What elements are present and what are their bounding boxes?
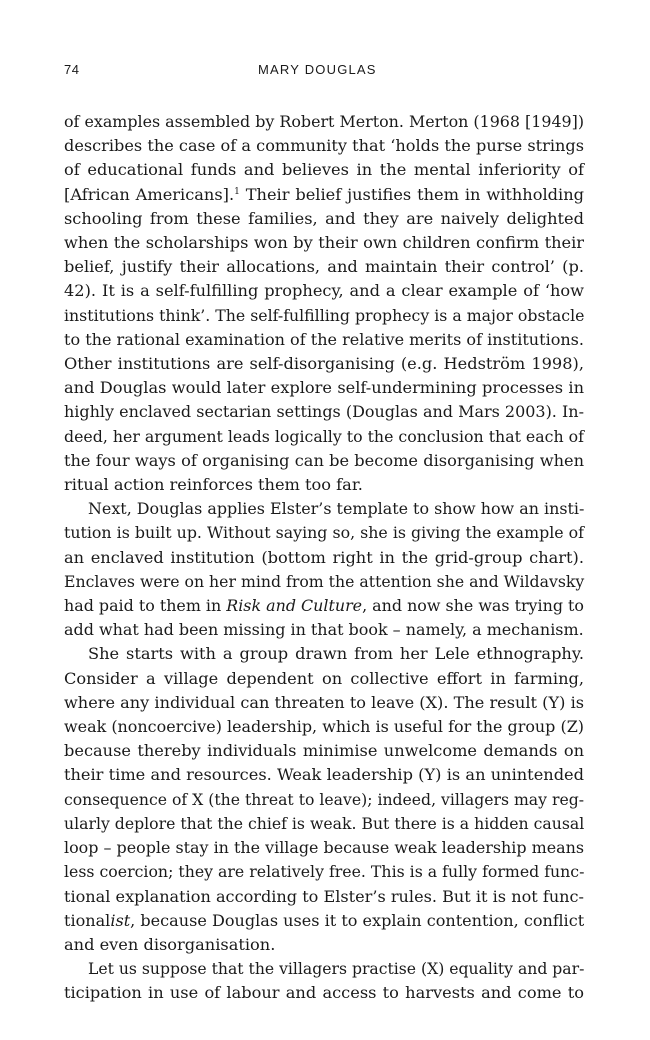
text-line: Next, Douglas applies Elster’s template to show how an insti-	[88, 499, 585, 519]
running-head	[64, 62, 584, 82]
text-line: ularly deplore that the chief is weak. But there is a hidden causal	[64, 813, 585, 833]
running-title: MARY DOUGLAS	[258, 62, 377, 77]
text-line-with-footnote	[64, 183, 584, 207]
text-line: ritual action reinforces them too far.	[64, 475, 363, 495]
text-line: because thereby individuals minimise unwelcome demands on	[64, 741, 584, 761]
text-segment: , and now she was trying to	[362, 596, 584, 616]
text-line: where any individual can threaten to leave (X). The result (Y) is	[64, 692, 584, 712]
text-line: highly enclaved sectarian settings (Douglas and Mars 2003). In-	[64, 402, 584, 422]
text-line: Let us suppose that the villagers practise (X) equality and par-	[88, 959, 585, 979]
text-segment: tional	[64, 910, 111, 930]
paragraph-1	[64, 110, 584, 497]
book-title: Risk and Culture	[226, 596, 363, 616]
text-line: when the scholarships won by their own children confirm their	[64, 233, 584, 253]
text-line: tional explanation according to Elster’s rules. But it is not func-	[64, 886, 584, 906]
text-line: consequence of X (the threat to leave); indeed, villagers may reg-	[64, 789, 584, 809]
text-segment: , because Douglas uses it to explain contention, conflict	[130, 910, 585, 930]
text-line-with-italic	[64, 594, 584, 618]
text-line: of examples assembled by Robert Merton. Merton (1968 [1949])	[64, 112, 585, 131]
text-line: Consider a village dependent on collective effort in farming,	[64, 668, 584, 688]
paragraph-4	[64, 957, 584, 1005]
text-line: belief, justify their allocations, and maintain their control’ (p.	[64, 257, 584, 277]
italic-suffix: ist	[110, 910, 131, 930]
text-line: add what had been missing in that book – namely, a mechanism.	[64, 620, 584, 640]
text-line: 42). It is a self-fulfilling prophecy, and a clear example of ‘how	[64, 281, 584, 301]
text-line: less coercion; they are relatively free. This is a fully formed func-	[64, 862, 585, 882]
text-line: Other institutions are self-disorganising (e.g. Hedström 1998),	[64, 354, 584, 374]
text-line: tution is built up. Without saying so, she is giving the example of	[64, 523, 584, 543]
text-line: the four ways of organising can be become disorganising when	[64, 450, 584, 470]
text-line: She starts with a group drawn from her Lele ethnography.	[88, 644, 584, 664]
text-line: loop – people stay in the village because weak leadership means	[64, 838, 584, 858]
text-segment: had paid to them in	[64, 596, 227, 616]
text-line: to the rational examination of the relative merits of institutions.	[64, 329, 584, 349]
text-line: institutions think’. The self-fulfilling prophecy is a major obstacle	[64, 305, 585, 325]
text-line: ticipation in use of labour and access to harvests and come to	[64, 983, 584, 1003]
paragraph-2	[64, 497, 584, 642]
text-line: describes the case of a community that ‘holds the purse strings	[64, 136, 584, 156]
text-line: deed, her argument leads logically to the conclusion that each of	[64, 426, 584, 446]
text-segment: [African Americans].	[64, 184, 235, 204]
footnote-marker[interactable]: 1	[234, 186, 240, 197]
text-line: their time and resources. Weak leadership (Y) is an unintended	[64, 765, 584, 785]
text-line: weak (noncoercive) leadership, which is useful for the group (Z)	[64, 717, 584, 737]
text-line: and Douglas would later explore self-undermining processes in	[64, 378, 584, 398]
text-segment: Their belief justifies them in withholding	[239, 184, 584, 204]
text-line: and even disorganisation.	[64, 934, 276, 954]
page-number: 74	[64, 62, 80, 77]
text-line: schooling from these families, and they are naively delighted	[64, 208, 584, 228]
text-line-with-italic	[64, 909, 584, 933]
body-text	[64, 110, 584, 1006]
paragraph-3	[64, 642, 584, 957]
text-line: an enclaved institution (bottom right in the grid-group chart).	[64, 547, 584, 567]
text-line: Enclaves were on her mind from the attention she and Wildavsky	[64, 571, 585, 591]
text-line: of educational funds and believes in the mental inferiority of	[64, 160, 584, 180]
